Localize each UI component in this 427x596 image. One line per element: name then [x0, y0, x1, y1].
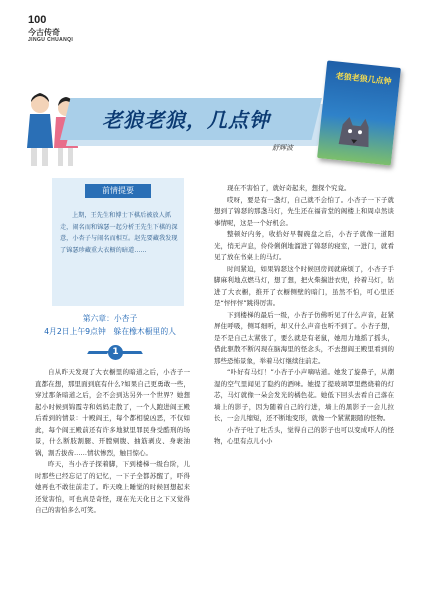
body-column-right — [214, 183, 394, 448]
paragraph: 小杏子吐了吐舌头，觉得自己的影子也可以变成吓人的怪物，心里有点儿小小 — [214, 425, 394, 445]
paragraph: 昨天，当小杏子探着脚，下到楼梯一级台阶，儿时那些已经忘记了的记忆，一下子全都苏醒了，吓得她再也不敢往前走了。昨天晚上睡觉的时候回想起来还觉害怕，可也真是奇怪，现在光天化日之下又觉得自己的害怕多么可笑。 — [35, 460, 190, 514]
paragraph: 哎呀，要是有一盏灯，自己就不会怕了。小杏子一下子就想到了锦瑟的那盏马灯，先生还在福音堂的阁楼上和周卓然谈事情呢，这是一个好机会。 — [214, 195, 394, 227]
summary-tag: 前情提要 — [85, 184, 151, 198]
chapter-title — [20, 313, 200, 338]
book-cover-image — [317, 60, 401, 165]
paragraph: 下到楼梯的最后一级，小杏子仿佛听见了什么声音，赶紧屏住呼吸，侧耳细听，却又什么声音也听不到了。小杏子想，是不是自己太紧张了，要么就是有老鼠，她用力地摇了摇头，借此驱散不断闪现在脑海里的怪念头，不去想阎王殿里看到的那些恐怖景象，举着马灯继续往前走。 — [214, 310, 394, 365]
badge-wing-left — [87, 351, 109, 354]
wolf-illustration — [330, 107, 380, 152]
badge-wing-right — [121, 351, 143, 354]
body-column-left — [35, 367, 190, 517]
paragraph: 现在不害怕了，就好奇起来，想探个究竟。 — [227, 184, 351, 192]
paragraph: 整顿好内务，收拾好早餐碗盘之后，小杏子就像一道阳光，悄无声息，伶伶俐俐地溜进了锦瑟的寝室，一进门，就看见了放在书桌上的马灯。 — [214, 230, 394, 261]
summary-text: 上期，王先生和博士下棋后被放人抓走，闹名而和锦瑟一起分析王先生下棋的深意，小杏子与闹名而相互。赵先要藏我发现了锦瑟珍藏重大衣橱的暗道…… — [60, 212, 178, 254]
section-number-badge: 1 — [108, 345, 123, 360]
chapter-subtitle: 4月2日上午9点钟 躲在橡木橱里的人 — [44, 326, 176, 336]
paragraph: “卟好有马灯！”小杏子小声嘀咕道。她发了旋鼻子，从潮湿的空气里闻见了隐约的酒味。她提了提玻璃罩里燃烧着的灯芯，马灯就像一朵会发光的橘色花。她低下回头去看自己落在墙上的影子，因为随着自己的行进，墙上的黑影子一会儿拉长，一会儿缩短，还不断地变形，就像一个紧紧跟随的怪物。 — [214, 368, 394, 422]
paragraph: 时间紧迫，如果锦瑟这个时候回房间就麻烦了，小杏子手脚麻利地点燃马灯，想了想，把火柴揣进衣兜，拎着马灯，钻进了大衣橱，推开了衣橱侧壁的暗门，虽然不怕，可心里还是“怦怦怦”跳得厉害。 — [214, 264, 394, 307]
story-title: 老狼老狼，几点钟 — [102, 108, 270, 132]
page-number: 100 — [28, 14, 47, 26]
journal-pinyin: JINGU CHUANQI — [28, 37, 74, 43]
chapter-name: 第六章：小杏子 — [82, 314, 138, 323]
book-cover-title: 老狼老狼几点钟 — [335, 71, 392, 87]
journal-name: 今古传奇 — [28, 28, 60, 37]
previous-summary-box — [52, 178, 184, 306]
paragraph: 自从昨天发现了大衣橱里的暗道之后，小杏子一直都在想，那里面到底有什么?如果自己更勇敢一些，穿过那条暗道之后，会不会到达另外一个世界？她想起小时候到锦霞寺和妈妈走散了，一个人跑进阎王殿后看到的情景：十殿阎王，每个都相貌凶恶，不仅如此，每个阎王殿前还有许多地狱里罪民身受酷刑的场景，什么断肢割腿、开膛剜腹、抽筋剥皮、身裹油锅，割舌拔齿……情状惨烈，触目惊心。 — [35, 368, 190, 457]
story-author: 舒辉波 — [272, 144, 293, 152]
